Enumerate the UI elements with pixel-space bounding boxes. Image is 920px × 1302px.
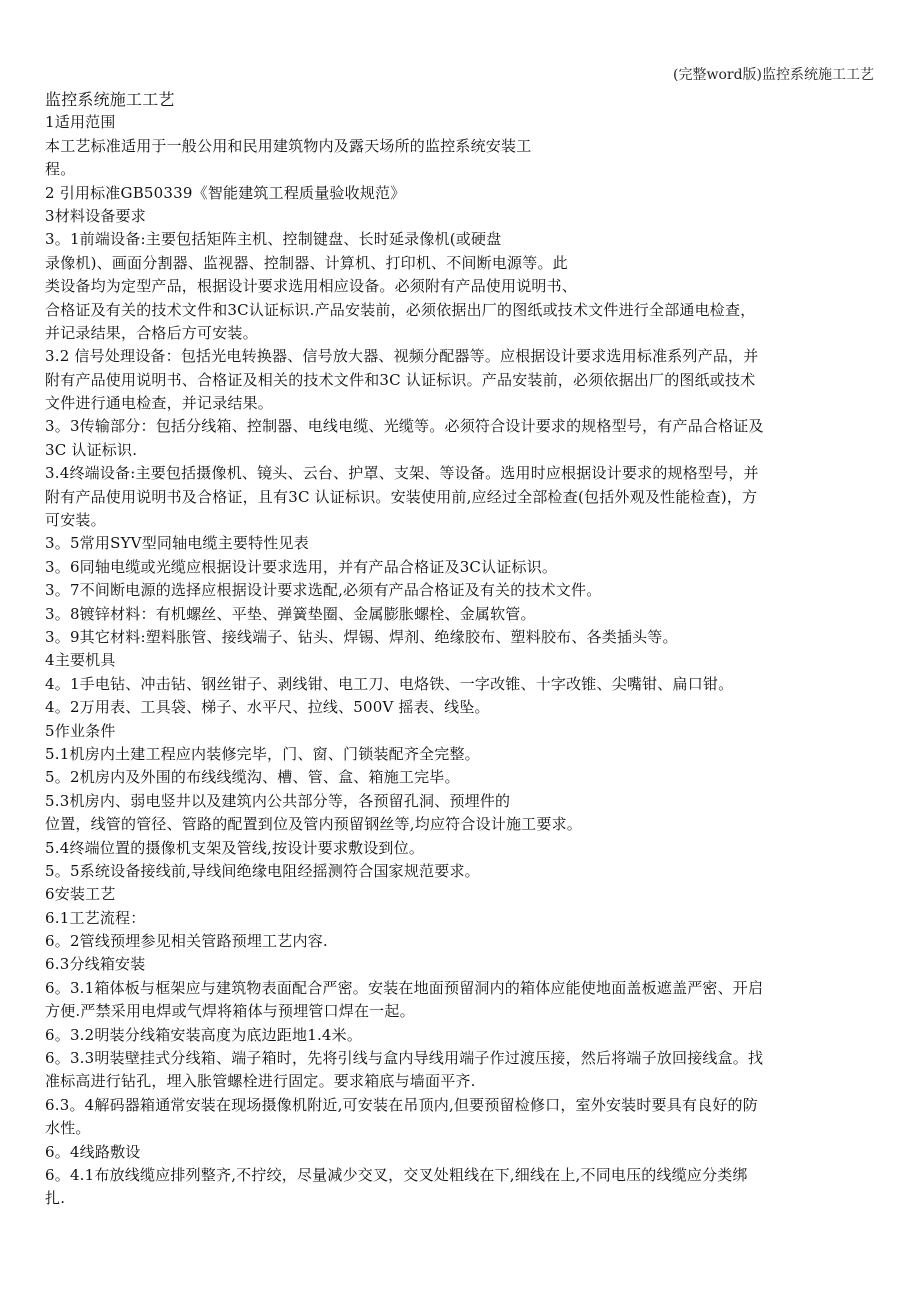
text-line: 可安装。	[45, 511, 106, 530]
text-line: 6.3。4解码器箱通常安装在现场摄像机附近,可安装在吊顶内,但要预留检修口，室外安装时要具有良好的防	[45, 1095, 758, 1114]
document-title: 监控系统施工工艺	[45, 90, 175, 109]
section-heading-2: 2 引用标准GB50339《智能建筑工程质量验收规范》	[45, 183, 406, 202]
text-line: 3C 认证标识.	[45, 440, 138, 459]
text-line: 3.4终端设备:主要包括摄像机、镜头、云台、护罩、支架、等设备。选用时应根据设计要求的规格型号，并	[45, 464, 759, 483]
text-line: 3.2 信号处理设备：包括光电转换器、信号放大器、视频分配器等。应根据设计要求选用标准系列产品，并	[45, 347, 759, 366]
text-line: 5.4终端位置的摄像机支架及管线,按设计要求敷设到位。	[45, 838, 425, 857]
text-line: 6.1工艺流程：	[45, 908, 146, 927]
text-line: 附有产品使用说明书及合格证，且有3C 认证标识。安装使用前,应经过全部检查(包括外观及性能检查)，方	[45, 487, 758, 506]
text-line: 3。3传输部分：包括分线箱、控制器、电线电缆、光缆等。必须符合设计要求的规格型号，有产品合格证及	[45, 417, 764, 436]
text-line: 扎.	[45, 1189, 66, 1208]
section-heading-6: 6安装工艺	[45, 885, 116, 904]
text-line: 6。4.1布放线缆应排列整齐,不拧绞，尽量减少交叉，交叉处粗线在下,细线在上,不同电压的线缆应分类绑	[45, 1165, 748, 1184]
text-line: 类设备均为定型产品，根据设计要求选用相应设备。必须附有产品使用说明书、	[45, 277, 578, 296]
text-line: 合格证及有关的技术文件和3C认证标识.产品安装前，必须依据出厂的图纸或技术文件进行全部通电检查，	[45, 300, 756, 319]
text-line: 6。4线路敷设	[45, 1142, 141, 1161]
text-line: 并记录结果，合格后方可安装。	[45, 323, 258, 342]
text-line: 6。3.3明装壁挂式分线箱、端子箱时，先将引线与盒内导线用端子作过渡压接，然后将端子放回接线盒。找	[45, 1049, 764, 1068]
text-line: 3。8镀锌材料：有机螺丝、平垫、弹簧垫圈、金属膨胀螺栓、金属软管。	[45, 604, 536, 623]
text-line: 4。1手电钻、冲击钻、钢丝钳子、剥线钳、电工刀、电烙铁、一字改锥、十字改锥、尖嘴钳、扁口钳。	[45, 674, 734, 693]
text-line: 6.3分线箱安装	[45, 955, 146, 974]
text-line: 4。2万用表、工具袋、梯子、水平尺、拉线、500V 摇表、线坠。	[45, 698, 490, 717]
text-line: 6。2管线预埋参见相关管路预埋工艺内容.	[45, 932, 328, 951]
section-heading-4: 4主要机具	[45, 651, 116, 670]
text-line: 3。1前端设备:主要包括矩阵主机、控制键盘、长时延录像机(或硬盘	[45, 230, 502, 249]
text-line: 本工艺标准适用于一般公用和民用建筑物内及露天场所的监控系统安装工	[45, 136, 532, 155]
section-heading-5: 5作业条件	[45, 721, 116, 740]
text-line: 5。2机房内及外围的布线线缆沟、槽、管、盒、箱施工完毕。	[45, 768, 460, 787]
text-line: 录像机)、画面分割器、监视器、控制器、计算机、打印机、不间断电源等。此	[45, 253, 568, 272]
text-line: 3。6同轴电缆或光缆应根据设计要求选用，并有产品合格证及3C认证标识。	[45, 557, 558, 576]
text-line: 3。9其它材料:塑料胀管、接线端子、钻头、焊锡、焊剂、绝缘胶布、塑料胶布、各类插头等。	[45, 627, 678, 646]
text-line: 3。7不间断电源的选择应根据设计要求选配,必须有产品合格证及有关的技术文件。	[45, 581, 602, 600]
text-line: 水性。	[45, 1119, 91, 1138]
running-header: (完整word版)监控系统施工工艺	[673, 67, 874, 83]
text-line: 程。	[45, 160, 76, 179]
text-line: 5.3机房内、弱电竖井以及建筑内公共部分等，各预留孔洞、预埋件的	[45, 791, 511, 810]
document-body	[45, 88, 883, 1211]
text-line: 5。5系统设备接线前,导线间绝缘电阻经摇测符合国家规范要求。	[45, 861, 480, 880]
text-line: 附有产品使用说明书、合格证及相关的技术文件和3C 认证标识。产品安装前，必须依据出厂的图纸或技术	[45, 370, 756, 389]
text-line: 3。5常用SYV型同轴电缆主要特性见表	[45, 534, 309, 553]
section-heading-3: 3材料设备要求	[45, 206, 146, 225]
text-line: 6。3.2明装分线箱安装高度为底边距地1.4米。	[45, 1025, 363, 1044]
section-heading-1: 1适用范围	[45, 113, 116, 132]
text-line: 6。3.1箱体板与框架应与建筑物表面配合严密。安装在地面预留洞内的箱体应能使地面盖板遮盖严密、开启	[45, 978, 764, 997]
text-line: 准标高进行钻孔，埋入胀管螺栓进行固定。要求箱底与墙面平齐.	[45, 1072, 476, 1091]
text-line: 文件进行通电检查，并记录结果。	[45, 394, 274, 413]
text-line: 方便.严禁采用电焊或气焊将箱体与预埋管口焊在一起。	[45, 1002, 415, 1021]
text-line: 位置，线管的管径、管路的配置到位及管内预留钢丝等,均应符合设计施工要求。	[45, 815, 582, 834]
text-line: 5.1机房内土建工程应内装修完毕，门、窗、门锁装配齐全完整。	[45, 744, 480, 763]
